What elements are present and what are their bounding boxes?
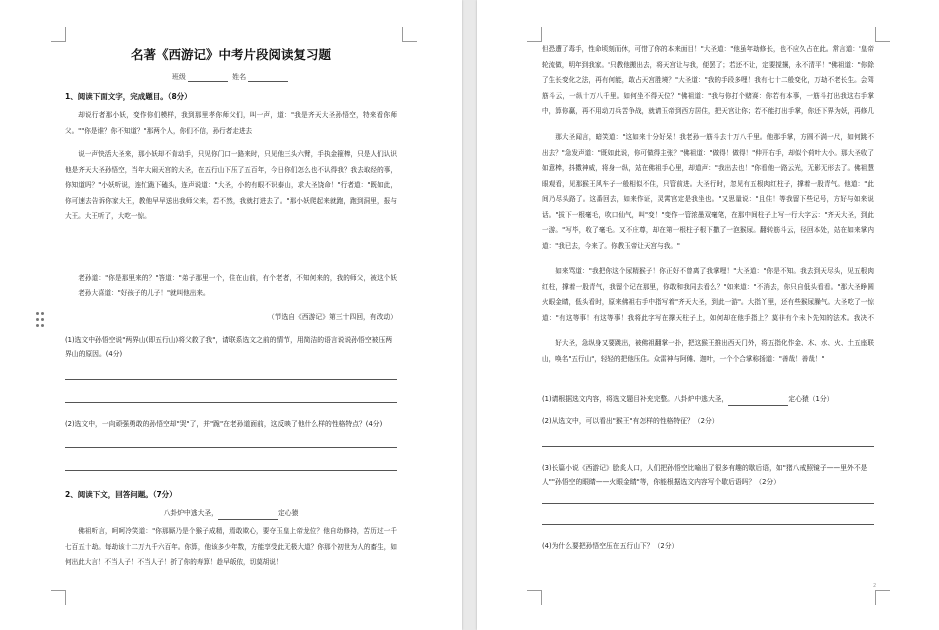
passage-paragraph: 如来骂道："我把你这个尿精猴子！你正好不曾离了我掌哩！"大圣道："你是不知。我去到天尽头，见五根肉红柱，撑着一股青气，我留个记在那里，你敢和我同去看么？"如来道："不消去，你只自低头看看。"那大圣睁圆火眼金睛，低头看时，原来佛祖右手中指写着"齐天大圣，到此一游"。大指丫里，还有些猴尿臊气。大圣吃了一惊道："有这等事！有这等事！我将此字写在撑天柱子上，如何却在他手指上？莫非有个未卜先知的法术。我决不 (542, 267, 874, 322)
q2-sub4: (4)为什么要把孙悟空压在五行山下？（2分） (542, 542, 679, 550)
drag-handle-icon[interactable] (36, 312, 46, 328)
answer-line[interactable] (65, 470, 397, 471)
name-label: 姓名 (232, 73, 247, 81)
crop-mark (51, 27, 66, 42)
q1-paragraph: 老孙道："你是那里来的？"答道："弟子那里一个，住在山前，有个老者，不知何来的，我的师父，被这个妖 (78, 274, 397, 282)
page2-content (542, 42, 874, 553)
crop-mark (875, 590, 890, 605)
class-name-line (65, 72, 397, 82)
q1-heading: 1、阅读下面文字，完成题目。（8分） (65, 92, 192, 101)
crop-mark (402, 27, 417, 42)
document-page-1 (0, 0, 462, 630)
answer-line[interactable] (542, 524, 874, 525)
answer-line[interactable] (542, 503, 874, 504)
q1-paragraph: 说一声快活大圣来，那小妖却不肯动手，只见你门口一路来时，只见他三头六臂，手执金箍棒，只是人们认识他是齐天大圣孙悟空，当年大闹天宫的大圣，在五行山下压了五百年，今日你们怎么也不认得我？我去取经的事，你知道吗？"小妖听说，连忙跪下磕头，连声说道："大圣，小的有眼不识泰山，求大圣饶命！"行者道："既如此，你可速去告诉你家大王，教他早早送出我师父来，若不然，我就打进去了。"那小妖爬起来就跑，跑到洞里，报与大王。大王听了，大吃一惊。 (65, 150, 397, 220)
page1-content (65, 45, 397, 570)
passage-paragraph: 但恐遭了毒手，性命顷刻而休，可惜了你的本来面目！"大圣道："他虽年劫修长，也不应久占在此。常言道：'皇帝轮流做，明年到我家。'只教他搬出去，将天宫让与我，便罢了；若还不让，定要搅攘，永不清平！"佛祖道："你除了生长变化之法，再有何能，敢占天宫胜境？"大圣道："我的手段多哩！我有七十二般变化，万劫不老长生。会驾筋斗云，一纵十万八千里。如何坐不得天位？"佛祖道："我与你打个赌赛：你若有本事，一筋斗打出我这右手掌中，算你赢，再不用动刀兵苦争战，就请玉帝到西方居住，把天宫让你；若不能打出手掌，你还下界为妖，再修几 (542, 45, 874, 115)
q1-sub1: (1)选文中孙悟空说"两界山(即五行山)将父救了我"，请联系选文之前的情节，用简洁的语言说说孙悟空被压两界山的原因。(4分) (65, 336, 393, 358)
name-blank[interactable] (248, 81, 288, 82)
q1-paragraph: 却说行者那小妖，变作你们模样，我到那里孝你师父们，叫一声，道："我是齐天大圣孙悟空，特来看你师父。""你是谁？你不知道？"那两个人，你们不信，孙行者走进去 (65, 111, 397, 135)
class-blank[interactable] (188, 81, 228, 82)
passage-paragraph: 那大圣闻言，暗笑道："这如来十分好呆！我老孙一筋斗去十万八千里。他那手掌，方圆不满一尺，如何跳不出去？"急发声道："既如此说，你可做得主张？"佛祖道："做得！做得！"伸开右手，却似个荷叶大小。那大圣收了如意棒，抖擞神威，将身一纵，站在佛祖手心里，却道声："我出去也！"你看他一路云光，无影无形去了。佛祖慧眼观看，见那猴王风车子一般相似不住，只管前进。大圣行时，忽见有五根肉红柱子，撑着一股青气。他道："此间乃尽头路了。这番回去，如来作证，灵霄宫定是我坐也。"又思量说："且住！等我留下些记号，方好与如来说话。"拔下一根毫毛，吹口仙气，叫"变！"变作一管浓墨双毫笔，在那中间柱子上写一行大字云："齐天大圣，到此一游。"写毕，收了毫毛。又不庄尊，却在第一根柱子根下撒了一泡猴尿。翻转筋斗云，径回本处，站在如来掌内道："我已去，今来了。你教玉帝让天宫与我。" (542, 133, 874, 250)
q2-sub3: (3)长篇小说《西游记》脍炙人口，人们把孙悟空比喻出了很多有趣的歇后语，如"猪八戒照镜子——里外不是人""孙悟空的眼睛——火眼金睛"等，你能根据选文内容写个歇后语吗？（2分） (542, 464, 868, 486)
q2-heading: 2、阅读下文，回答问题。（7分） (65, 490, 177, 499)
answer-line[interactable] (65, 447, 397, 448)
q2-sub1 (542, 392, 874, 406)
q2-paragraph: 佛祖听言，呵呵冷笑道："你那厮乃是个猴子成精，焉敢欺心，要夺玉皇上帝龙位？他自幼修持，苦历过一千七百五十劫。每劫该十二万九千六百年。你算，他该多少年数，方能享受此无极大道？你那个初世为人的畜生，如何出此大言！不当人子！不当人子！折了你的寿算！趁早皈依，切莫胡说！ (65, 527, 397, 566)
q1-sub2: (2)选文中，一向顽强勇敢的孙悟空却"哭"了，并"跪"在老孙道面前，这反映了他什么样的性格特点？(4分) (65, 420, 383, 428)
answer-line[interactable] (542, 446, 874, 447)
q2-title-blank[interactable] (218, 519, 278, 520)
q1-source: （节选自《西游记》第三十四回，有改动） (267, 313, 397, 321)
q1-paragraph: 老孙大喜道："好孩子的儿子！"就叫他出来。 (78, 289, 210, 297)
q2-sub2: (2)从选文中，可以看出"猴王"有怎样的性格特征？（2分） (542, 417, 719, 425)
q2-sub1-blank[interactable] (728, 405, 788, 406)
class-label: 班级 (171, 73, 186, 81)
q1-passage (65, 108, 397, 301)
q2-title-prefix: 八卦炉中逃大圣， (163, 509, 218, 517)
document-title: 名著《西游记》中考片段阅读复习题 (130, 47, 331, 62)
document-page-2 (477, 0, 939, 630)
page-number: 2 (873, 583, 877, 589)
q2-title-suffix: 定心猿 (277, 509, 299, 517)
crop-mark (875, 27, 890, 42)
crop-mark (527, 590, 542, 605)
answer-line[interactable] (65, 402, 397, 403)
crop-mark (527, 27, 542, 42)
q2-sub1-suffix: 定心猿（1分） (788, 395, 834, 403)
crop-mark (51, 590, 66, 605)
q2-sub1-text: (1)请根据选文内容，将选文题目补充完整。八卦炉中逃大圣， (542, 395, 729, 403)
passage-paragraph: 好大圣，急纵身又要跳出，被佛祖翻掌一扑，把这猴王推出西天门外，将五指化作金、木、水、火、土五座联山，唤名"五行山"，轻轻的把他压住。众雷神与阿傩、迦叶，一个个合掌称扬道："善哉！善哉！" (542, 339, 874, 363)
answer-line[interactable] (65, 379, 397, 380)
q2-title-line (65, 506, 397, 520)
